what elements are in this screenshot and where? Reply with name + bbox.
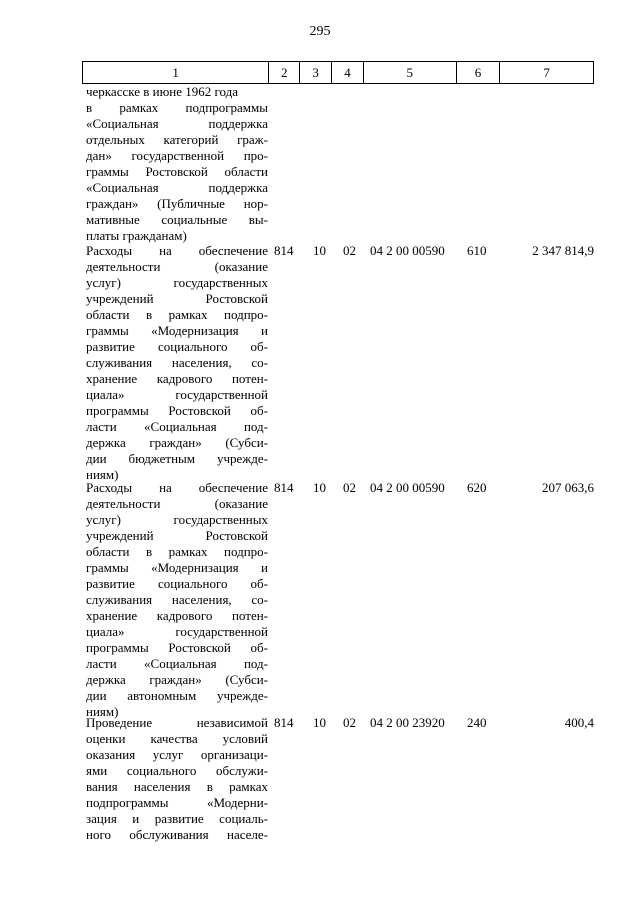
description-line: развитие социального об- xyxy=(86,339,268,354)
description-line: программы Ростовской об- xyxy=(86,640,268,655)
description-line: услуг) государственных xyxy=(86,275,268,290)
cell-chapter: 814 xyxy=(274,243,294,258)
description-line: держка граждан» (Субси- xyxy=(86,435,268,450)
description-line: циала» государственной xyxy=(86,387,268,402)
description-line: зация и развитие социаль- xyxy=(86,811,268,826)
column-header-name: 1 xyxy=(83,62,269,83)
description-line: Расходы на обеспечение xyxy=(86,243,268,258)
cell-amount: 207 063,6 xyxy=(542,480,594,495)
description-line: хранение кадрового потен- xyxy=(86,608,268,623)
description-line: «Социальная поддержка xyxy=(86,180,268,195)
row-description xyxy=(86,84,268,244)
description-line: дии автономным учрежде- xyxy=(86,688,268,703)
row-description xyxy=(86,243,268,483)
description-line: ласти «Социальная под- xyxy=(86,419,268,434)
description-line: Расходы на обеспечение xyxy=(86,480,268,495)
cell-section: 10 xyxy=(313,715,326,730)
description-line: вания населения в рамках xyxy=(86,779,268,794)
description-line: мативные социальные вы- xyxy=(86,212,268,227)
description-line: служивания населения, со- xyxy=(86,355,268,370)
description-line: держка граждан» (Субси- xyxy=(86,672,268,687)
column-header-section: 3 xyxy=(300,62,332,83)
cell-section: 10 xyxy=(313,480,326,495)
column-header-amount: 7 xyxy=(543,65,550,80)
cell-subsection: 02 xyxy=(343,480,356,495)
cell-subsection: 02 xyxy=(343,715,356,730)
description-line: в рамках подпрограммы xyxy=(86,100,268,115)
description-line: дан» государственной про- xyxy=(86,148,268,163)
cell-expense-type: 620 xyxy=(467,480,487,495)
cell-target-article: 04 2 00 23920 xyxy=(370,715,445,730)
description-line: деятельности (оказание xyxy=(86,259,268,274)
column-header-target: 5 xyxy=(364,62,457,83)
cell-amount: 2 347 814,9 xyxy=(532,243,594,258)
cell-chapter: 814 xyxy=(274,715,294,730)
description-line: граммы «Модернизация и xyxy=(86,560,268,575)
description-line: отдельных категорий граж- xyxy=(86,132,268,147)
description-line: ями социального обслужи- xyxy=(86,763,268,778)
description-line: циала» государственной xyxy=(86,624,268,639)
description-line: программы Ростовской об- xyxy=(86,403,268,418)
cell-expense-type: 610 xyxy=(467,243,487,258)
description-line: области в рамках подпро- xyxy=(86,307,268,322)
description-line: граммы «Модернизация и xyxy=(86,323,268,338)
description-line: учреждений Ростовской xyxy=(86,291,268,306)
cell-expense-type: 240 xyxy=(467,715,487,730)
column-header-chapter: 2 xyxy=(269,62,300,83)
cell-chapter: 814 xyxy=(274,480,294,495)
description-line: учреждений Ростовской xyxy=(86,528,268,543)
table-header xyxy=(82,61,594,84)
description-line: ласти «Социальная под- xyxy=(86,656,268,671)
description-line: подпрограммы «Модерни- xyxy=(86,795,268,810)
description-line: Проведение независимой xyxy=(86,715,268,730)
cell-amount: 400,4 xyxy=(564,715,594,730)
description-line: области в рамках подпро- xyxy=(86,544,268,559)
row-description xyxy=(86,480,268,720)
description-line: оказания услуг организаци- xyxy=(86,747,268,762)
description-line: ниям) xyxy=(86,467,119,482)
column-header-type: 6 xyxy=(457,62,501,83)
description-line: граждан» (Публичные нор- xyxy=(86,196,268,211)
description-line: граммы Ростовской области xyxy=(86,164,268,179)
column-header-subsection: 4 xyxy=(332,62,364,83)
description-line: платы гражданам) xyxy=(86,228,187,243)
description-line: «Социальная поддержка xyxy=(86,116,268,131)
description-line: услуг) государственных xyxy=(86,512,268,527)
description-line: оценки качества условий xyxy=(86,731,268,746)
description-line: ниям) xyxy=(86,704,119,719)
cell-target-article: 04 2 00 00590 xyxy=(370,243,445,258)
description-line: дии бюджетным учрежде- xyxy=(86,451,268,466)
page-number: 295 xyxy=(309,24,331,39)
description-line: хранение кадрового потен- xyxy=(86,371,268,386)
row-description xyxy=(86,715,268,843)
description-line: черкасске в июне 1962 года xyxy=(86,84,239,99)
description-line: развитие социального об- xyxy=(86,576,268,591)
cell-subsection: 02 xyxy=(343,243,356,258)
cell-target-article: 04 2 00 00590 xyxy=(370,480,445,495)
cell-section: 10 xyxy=(313,243,326,258)
description-line: ного обслуживания населе- xyxy=(86,827,268,842)
description-line: деятельности (оказание xyxy=(86,496,268,511)
description-line: служивания населения, со- xyxy=(86,592,268,607)
